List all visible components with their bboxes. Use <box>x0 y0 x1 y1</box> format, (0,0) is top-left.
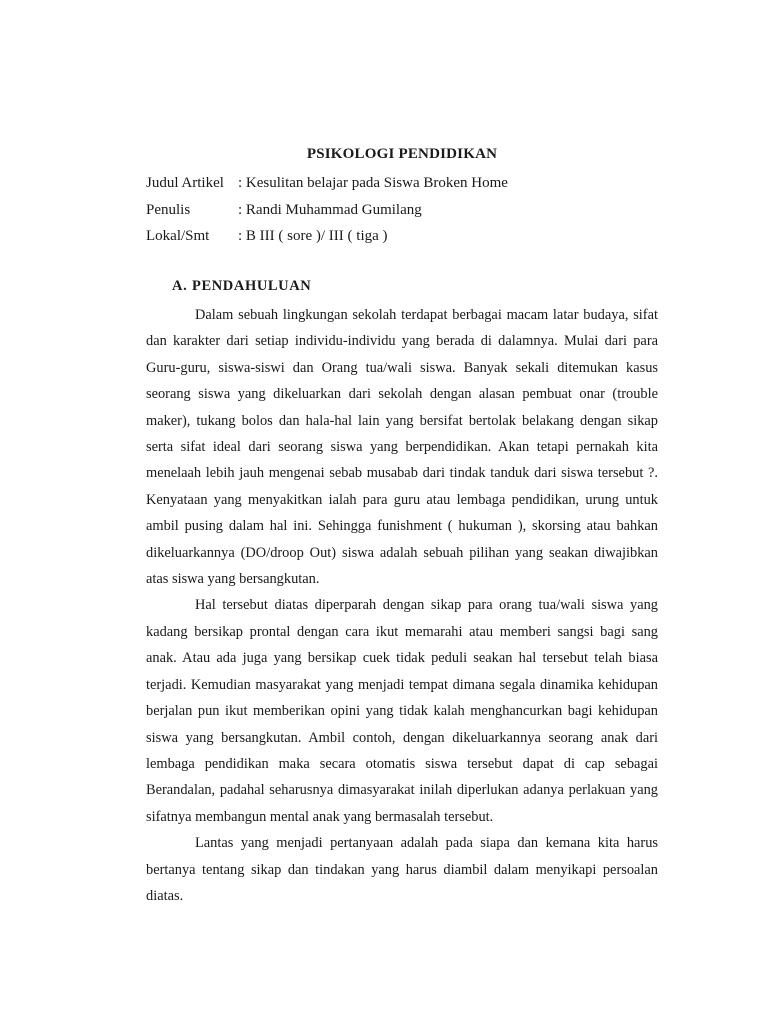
paragraph: Hal tersebut diatas diperparah dengan sikap para orang tua/wali siswa yang kadang bersikap prontal dengan cara ikut memarahi atau memberi sangsi bagi sang anak. Atau ada juga yang bersikap cuek tidak peduli seakan hal tersebut telah biasa terjadi. Kemudian masyarakat yang menjadi tempat dimana segala dinamika kehidupan berjalan pun ikut memberikan opini yang tidak kalah menghancurkan bagi kehidupan siswa yang bersangkutan. Ambil contoh, dengan dikeluarkannya seorang anak dari lembaga pendidikan maka secara otomatis siswa tersebut dapat di cap sebagai Berandalan, padahal seharusnya dimasyarakat inilah diperlukan adanya perlakuan yang sifatnya membangun mental anak yang bermasalah tersebut. <box>146 597 658 825</box>
meta-row-author <box>146 197 666 224</box>
article-metadata <box>146 170 666 250</box>
section-heading <box>172 278 311 295</box>
paragraph: Lantas yang menjadi pertanyaan adalah pada siapa dan kemana kita harus bertanya tentang sikap dan tindakan yang harus diambil dalam menyikapi persoalan diatas. <box>146 835 658 904</box>
meta-label: Lokal/Smt <box>146 228 210 244</box>
meta-value: : Kesulitan belajar pada Siswa Broken Home <box>238 175 508 191</box>
section-title: PENDAHULUAN <box>192 278 312 294</box>
paragraph: Dalam sebuah lingkungan sekolah terdapat berbagai macam latar budaya, sifat dan karakter dari setiap individu-individu yang berada di dalamnya. Mulai dari para Guru-guru, siswa-siswi dan Orang tua/wali siswa. Banyak sekali ditemukan kasus seorang siswa yang dikeluarkan dari sekolah dengan alasan pembuat onar (trouble maker), tukang bolos dan hala-hal lain yang bersifat bertolak belakang dengan sikap serta sifat ideal dari seorang siswa yang berpendidikan. Akan tetapi pernakah kita menelaah lebih jauh mengenai sebab musabab dari tindak tanduk dari siswa tersebut ?. Kenyataan yang menyakitkan ialah para guru atau lembaga pendidikan, urung untuk ambil pusing dalam hal ini. Sehingga funishment ( hukuman ), skorsing atau bahkan dikeluarkannya (DO/droop Out) siswa adalah sebuah pilihan yang seakan diwajibkan atas siswa yang bersangkutan. <box>146 307 658 588</box>
section-number: A. <box>172 278 188 294</box>
meta-value: : B III ( sore )/ III ( tiga ) <box>238 228 388 244</box>
meta-row-class-semester <box>146 223 666 250</box>
meta-row-article-title <box>146 170 666 197</box>
meta-label: Penulis <box>146 201 191 218</box>
section-body <box>146 302 658 909</box>
document-title: PSIKOLOGI PENDIDIKAN <box>306 146 498 162</box>
meta-value: : Randi Muhammad Gumilang <box>238 201 422 218</box>
meta-label: Judul Artikel <box>146 175 224 191</box>
